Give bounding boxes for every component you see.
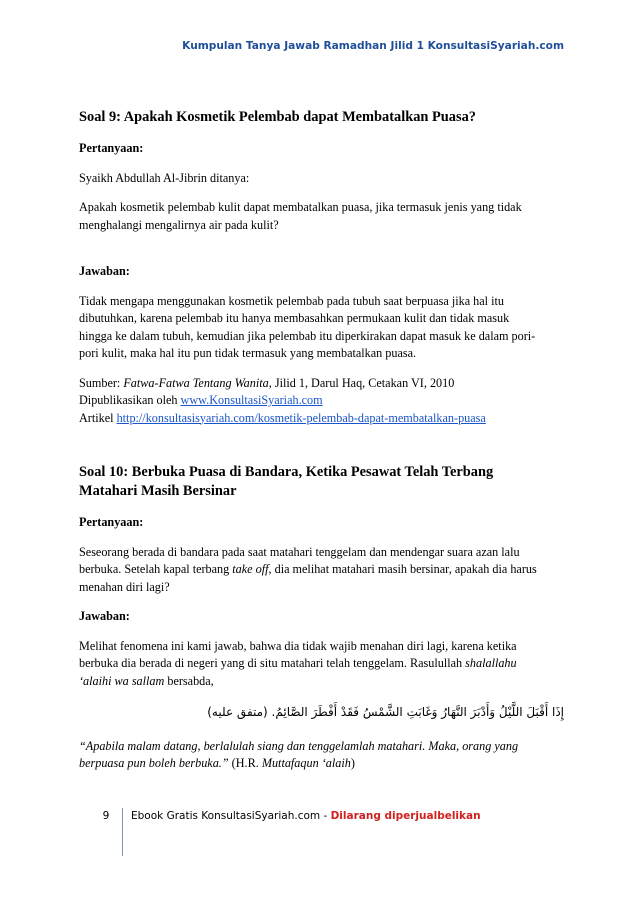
translation-text: “Apabila malam datang, berlalulah siang dan tenggelamlah matahari. Maka, orang yang — [79, 738, 519, 753]
a-text: bersabda, — [164, 673, 214, 688]
soal9-question-label: Pertanyaan: — [79, 141, 144, 155]
soal10-answer-line-3 — [79, 673, 564, 691]
translation-text: berpuasa pun boleh berbuka.” — [79, 756, 229, 770]
q-text: berbuka. Setelah kapal terbang — [79, 562, 233, 576]
translation-line-2 — [79, 755, 564, 773]
soal9-answer-line-3: hingga ke dalam tubuh, kemudian jika pelembab itu diperkirakan dapat masuk ke dalam pori- — [79, 328, 536, 343]
q-italic-term: take off — [232, 562, 269, 576]
soal10-question-line-2 — [79, 561, 564, 579]
soal9-publisher — [79, 392, 564, 410]
soal10-answer-line-2 — [79, 655, 564, 673]
soal9-answer-line-1: Tidak mengapa menggunakan kosmetik pelembab pada tubuh saat berpuasa jika hal itu — [79, 293, 504, 308]
soal10-question-label: Pertanyaan: — [79, 515, 144, 529]
soal10-answer-label: Jawaban: — [79, 609, 130, 623]
footer-text — [131, 810, 481, 822]
soal9-article — [79, 410, 564, 428]
soal9-answer-line-2: dibutuhkan, karena pelembab itu hanya membasahkan permukaan kulit dan tidak masuk — [79, 311, 510, 325]
soal9-source — [79, 375, 564, 393]
a-text: berbuka dia berada di negeri yang di situ matahari telah tenggelam. Rasulullah — [79, 656, 466, 670]
soal10-question-line-3: menahan diri lagi? — [79, 579, 170, 594]
article-link[interactable]: http://konsultasisyariah.com/kosmetik-pelembab-dapat-membatalkan-puasa — [116, 410, 486, 425]
article-prefix: Artikel — [79, 410, 117, 425]
reference-source: Muttafaqun ‘alaih — [261, 756, 351, 770]
soal10-title-line-1: Soal 10: Berbuka Puasa di Bandara, Ketika Pesawat Telah Terbang — [79, 464, 494, 480]
q-text: , dia melihat matahari masih bersinar, apakah dia harus — [268, 562, 537, 576]
running-header: Kumpulan Tanya Jawab Ramadhan Jilid 1 KonsultasiSyariah.com — [182, 40, 564, 52]
footer-label: Ebook Gratis KonsultasiSyariah.com - — [131, 810, 331, 822]
soal9-question-line-1: Apakah kosmetik pelembab kulit dapat membatalkan puasa, jika termasuk jenis yang tidak — [79, 200, 522, 214]
soal9-question-line-2: menghalangi mengalirnya air pada kulit? — [79, 217, 279, 232]
translation-line-1 — [79, 738, 564, 756]
source-details: , Jilid 1, Darul Haq, Cetakan VI, 2010 — [268, 375, 455, 390]
soal10-answer-line-1: Melihat fenomena ini kami jawab, bahwa dia tidak wajib menahan diri lagi, karena ketika — [79, 638, 517, 653]
source-book-title: Fatwa-Fatwa Tentang Wanita — [123, 375, 269, 390]
a-italic-term: ‘alaihi wa sallam — [79, 673, 165, 688]
a-italic-term: shalallahu — [465, 656, 517, 670]
reference-text: ) — [350, 756, 355, 770]
source-prefix: Sumber: — [79, 375, 124, 390]
page-number: 9 — [102, 810, 110, 822]
reference-text: (H.R. — [228, 756, 262, 770]
soal9-title: Soal 9: Apakah Kosmetik Pelembab dapat Membatalkan Puasa? — [79, 109, 476, 125]
footer-warning: Dilarang diperjualbelikan — [330, 810, 481, 822]
arabic-hadith: إِذَا أَقْبَلَ اللَّيْلُ وَأَدْبَرَ النَّهَارُ وَغَابَتِ الشَّمْسُ فَقَدْ أَفْطَرَ الصَّائِمُ. (متفق عليه) — [207, 705, 564, 719]
publisher-prefix: Dipublikasikan oleh — [79, 393, 181, 407]
page-content — [79, 108, 564, 773]
soal9-question-intro: Syaikh Abdullah Al-Jibrin ditanya: — [79, 170, 250, 185]
soal9-answer-line-4: pori kulit, maka hal itu pun tidak termasuk yang membatalkan puasa. — [79, 346, 417, 360]
publisher-link[interactable]: www.KonsultasiSyariah.com — [180, 393, 323, 407]
soal9-answer-label: Jawaban: — [79, 264, 130, 278]
soal10-title-line-2: Matahari Masih Bersinar — [79, 483, 237, 499]
footer-divider — [122, 808, 123, 856]
page-footer — [95, 810, 565, 856]
soal10-question-line-1: Seseorang berada di bandara pada saat matahari tenggelam dan mendengar suara azan lalu — [79, 544, 520, 559]
